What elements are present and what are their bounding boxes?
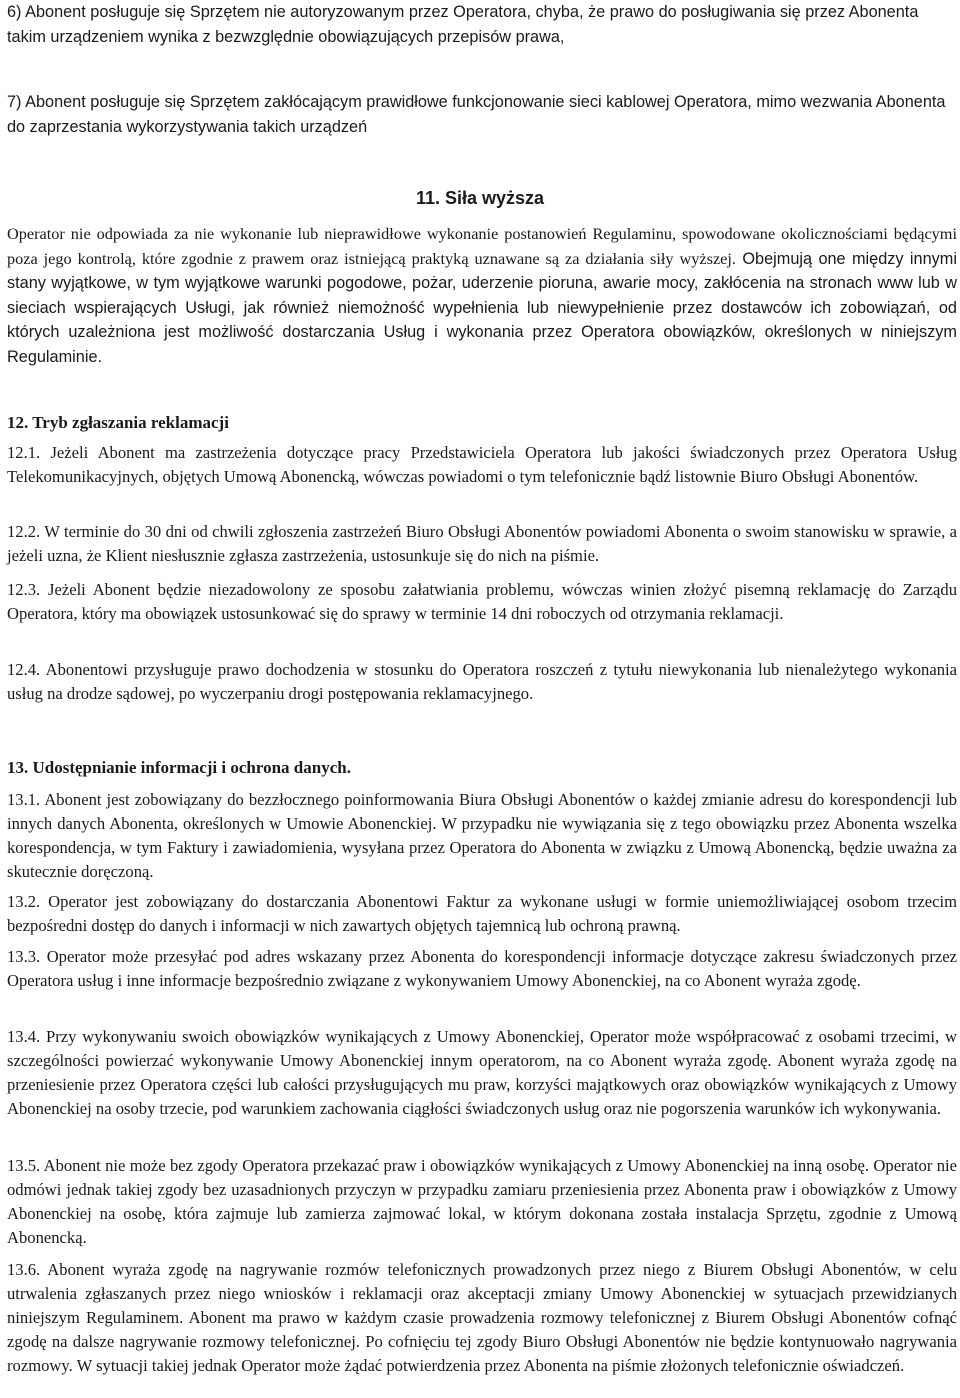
clause-number: 13.1. bbox=[7, 790, 41, 809]
clause-number: 12.4. bbox=[7, 660, 41, 679]
section-13-5 bbox=[7, 1154, 957, 1250]
clause-number: 13.3. bbox=[7, 947, 41, 966]
clause-text: Abonent nie może bez zgody Operatora przekazać praw i obowiązków wynikających z Umowy Abonenckiej na inną osobę. Operator nie odmówi jednak takiej zgody bez uzasadnionych przyczyn w przypadku zamiaru przeniesienia przez Abonenta praw i obowiązków z Umowy Abonenckiej na osobę, która zajmuje lub zamierza zajmować lokal, w którym dokonana została instalacja Sprzętu, zgodnie z Umową Abonencką. bbox=[7, 1156, 957, 1247]
clause-number: 13.4. bbox=[7, 1027, 41, 1046]
section-12-2 bbox=[7, 520, 957, 568]
section-12-3 bbox=[7, 578, 957, 626]
intro-item-6: 6) Abonent posługuje się Sprzętem nie autoryzowanym przez Operatora, chyba, że prawo do posługiwania się przez Abonenta takim urządzeniem wynika z bezwzględnie obowiązujących przepisów prawa, bbox=[7, 3, 919, 46]
section-12-4 bbox=[7, 658, 957, 706]
section-12-heading: 12. Tryb zgłaszania reklamacji bbox=[7, 413, 229, 432]
section-13-heading: 13. Udostępnianie informacji i ochrona danych. bbox=[7, 758, 351, 777]
section-13-3 bbox=[7, 945, 957, 993]
clause-text: Abonent jest zobowiązany do bezzłocznego poinformowania Biura Obsługi Abonentów o każdej zmianie adresu do korespondencji lub innych danych Abonenta, określonych w Umowie Abonenckiej. W przypadku nie wywiązania się z tego obowiązku przez Abonenta wszelka korespondencja, w tym Faktury i zawiadomienia, wysyłana przez Operatora do Abonenta w związku z Umową Abonencką, będzie uważna za skutecznie doręczoną. bbox=[7, 790, 957, 881]
clause-text: Przy wykonywaniu swoich obowiązków wynikających z Umowy Abonenckiej, Operator może współpracować z osobami trzecimi, w szczególności powierzać wykonywanie Umowy Abonenckiej innym operatorom, na co Abonent wyraża zgodę. Abonent wyraża zgodę na przeniesienie przez Operatora części lub całości przysługujących mu praw, korzyści majątkowych oraz obowiązków wynikających z Umowy Abonenckiej na osoby trzecie, pod warunkiem zachowania ciągłości świadczonych usług oraz nie pogorszenia warunków ich wykonywania. bbox=[7, 1027, 957, 1118]
clause-number: 13.5. bbox=[7, 1156, 41, 1175]
clause-number: 13.6. bbox=[7, 1260, 41, 1279]
section-13-1 bbox=[7, 788, 957, 884]
clause-text: Jeżeli Abonent ma zastrzeżenia dotyczące pracy Przedstawiciela Operatora lub jakości świadczonych przez Operatora Usług Telekomunikacyjnych, objętych Umową Abonencką, wówczas powiadomi o tym telefonicznie bądź listownie Biuro Obsługi Abonentów. bbox=[7, 443, 957, 486]
section-13-2 bbox=[7, 890, 957, 938]
section-13-6 bbox=[7, 1258, 957, 1378]
clause-number: 12.3. bbox=[7, 580, 41, 599]
section-12-1 bbox=[7, 441, 957, 489]
section-11-text-b: Obejmują one między innymi stany wyjątkowe, w tym wyjątkowe warunki pogodowe, pożar, uderzenie pioruna, awarie mocy, zakłócenia na stronach www lub w sieciach wspierających Usługi, jak również niemożność wypełnienia lub niewypełnienie przez dostawców ich zobowiązań, od których uzależniona jest możliwość dostarczania Usług i wykonania przez Operatora obowiązków, określonych w niniejszym Regulaminie. bbox=[7, 249, 957, 366]
section-13-4 bbox=[7, 1025, 957, 1121]
section-11-text-a: Operator nie odpowiada za nie wykonanie lub nieprawidłowe wykonanie postanowień Regulaminu, spowodowane okolicznościami będącymi poza jego kontrolą, które zgodnie z prawem oraz istniejącą praktyką uznawane są za działania siły wyższej. bbox=[7, 224, 957, 268]
clause-text: Abonent wyraża zgodę na nagrywanie rozmów telefonicznych prowadzonych przez niego z Biurem Obsługi Abonentów, w celu utrwalenia zgłaszanych przez niego wniosków i reklamacji oraz akceptacji zmiany Umowy Abonenckiej w sytuacjach przewidzianych niniejszym Regulaminem. Abonent ma prawo w każdym czasie prowadzenia rozmowy telefonicznej z Biurem Obsługi Abonentów cofnąć zgodę na dalsze nagrywanie rozmowy telefonicznej. Po cofnięciu tej zgody Biuro Obsługi Abonentów nie będzie kontynuowało nagrywania rozmowy. W sytuacji takiej jednak Operator może żądać potwierdzenia przez Abonenta na piśmie złożonych telefonicznie oświadczeń. bbox=[7, 1260, 957, 1375]
clause-number: 13.2. bbox=[7, 892, 41, 911]
clause-number: 12.2. bbox=[7, 522, 41, 541]
section-11-heading: 11. Siła wyższa bbox=[415, 188, 545, 208]
clause-text: Jeżeli Abonent będzie niezadowolony ze sposobu załatwiania problemu, wówczas winien złożyć pisemną reklamację do Zarządu Operatora, który ma obowiązek ustosunkować się do sprawy w terminie 14 dni roboczych od otrzymania reklamacji. bbox=[7, 580, 957, 623]
clause-text: Operator jest zobowiązany do dostarczania Abonentowi Faktur za wykonane usługi w formie uniemożliwiającej osobom trzecim bezpośredni dostęp do danych i informacji w nich zawartych objętych tajemnicą lub ochroną prawną. bbox=[7, 892, 957, 935]
clause-text: Abonentowi przysługuje prawo dochodzenia w stosunku do Operatora roszczeń z tytułu niewykonania lub nienależytego wykonania usług na drodze sądowej, po wyczerpaniu drogi postępowania reklamacyjnego. bbox=[7, 660, 957, 703]
clause-text: Operator może przesyłać pod adres wskazany przez Abonenta do korespondencji informacje dotyczące zakresu świadczonych przez Operatora usług i inne informacje bezpośrednio związane z wykonywaniem Umowy Abonenckiej, na co Abonent wyraża zgodę. bbox=[7, 947, 957, 990]
section-11-paragraph bbox=[7, 222, 957, 369]
clause-number: 12.1. bbox=[7, 443, 41, 462]
clause-text: W terminie do 30 dni od chwili zgłoszenia zastrzeżeń Biuro Obsługi Abonentów powiadomi Abonenta o swoim stanowisku w sprawie, a jeżeli uzna, że Klient niesłusznie zgłasza zastrzeżenia, ustosunkuje się do nich na piśmie. bbox=[7, 522, 957, 565]
intro-item-7: 7) Abonent posługuje się Sprzętem zakłócającym prawidłowe funkcjonowanie sieci kablowej Operatora, mimo wezwania Abonenta do zaprzestania wykorzystywania takich urządzeń bbox=[7, 93, 946, 136]
